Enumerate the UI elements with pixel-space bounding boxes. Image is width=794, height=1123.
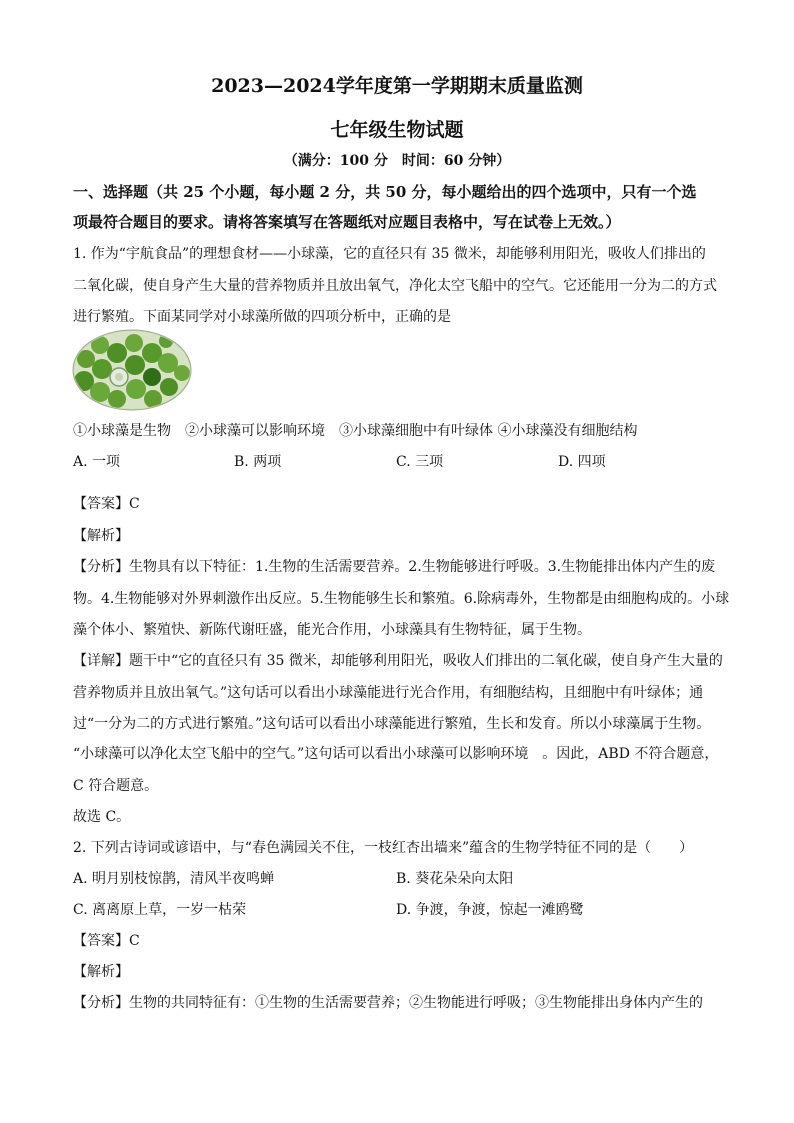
- q1-stem-line-2: 二氧化碳，使自身产生大量的营养物质并且放出氧气，净化太空飞船中的空气。它还能用一分为二的方式: [73, 278, 717, 294]
- q1-option-c: C. 三项: [396, 454, 444, 470]
- q1-option-d: D. 四项: [558, 454, 606, 470]
- q1-detail-line-1: 【详解】题干中“它的直径只有 35 微米，却能够利用阳光，吸收人们排出的二氧化碳，使自身产生大量的: [73, 653, 723, 669]
- q2-option-d: D. 争渡，争渡，惊起一滩鸥鹭: [396, 902, 584, 918]
- q1-option-b: B. 两项: [234, 454, 282, 470]
- q2-analysis-label: 【解析】: [73, 964, 129, 980]
- exam-subtitle: 七年级生物试题: [330, 119, 464, 141]
- q1-analysis-label: 【解析】: [73, 528, 129, 544]
- q2-analysis-line-1: 【分析】生物的共同特征有：①生物的生活需要营养；②生物能进行呼吸；③生物能排出身体内产生的: [73, 995, 703, 1011]
- q2-answer: 【答案】C: [73, 933, 140, 949]
- q1-statements: ①小球藻是生物 ②小球藻可以影响环境 ③小球藻细胞中有叶绿体 ④小球藻没有细胞结构: [73, 423, 638, 439]
- q1-stem-line-3: 进行繁殖。下面某同学对小球藻所做的四项分析中，正确的是: [73, 309, 451, 325]
- q1-detail-line-3: 过“一分为二的方式进行繁殖。”这句话可以看出小球藻能进行繁殖，生长和发育。所以小球藻属于生物。: [73, 716, 711, 732]
- q2-option-a: A. 明月别枝惊鹊，清风半夜鸣蝉: [73, 871, 275, 887]
- chlorella-microscope-image: [72, 329, 192, 411]
- q2-option-b: B. 葵花朵朵向太阳: [396, 871, 514, 887]
- section-heading-line-1: 一、选择题（共 25 个小题，每小题 2 分，共 50 分，每小题给出的四个选项中，只有一个选: [73, 183, 697, 201]
- q1-option-a: A. 一项: [73, 454, 121, 470]
- q1-detail-line-2: 营养物质并且放出氧气。”这句话可以看出小球藻能进行光合作用，有细胞结构，且细胞中有叶绿体；通: [73, 685, 704, 701]
- section-heading-line-2: 项最符合题目的要求。请将答案填写在答题纸对应题目表格中，写在试卷上无效。）: [73, 213, 621, 231]
- q1-analysis-line-2: 物。4.生物能够对外界刺激作出反应。5.生物能够生长和繁殖。6.除病毒外，生物都是由细胞构成的。小球: [73, 591, 730, 607]
- q1-detail-line-5: C 符合题意。: [73, 778, 159, 794]
- exam-meta: （满分：100 分 时间：60 分钟）: [283, 153, 511, 169]
- q1-analysis-line-1: 【分析】生物具有以下特征：1.生物的生活需要营养。2.生物能够进行呼吸。3.生物能排出体内产生的废: [73, 559, 716, 575]
- q1-answer: 【答案】C: [73, 496, 140, 512]
- q2-stem: 2. 下列古诗词或谚语中，与“春色满园关不住，一枝红杏出墙来”蕴含的生物学特征不同的是（ ）: [73, 840, 694, 856]
- q1-detail-line-4: “小球藻可以净化太空飞船中的空气。”这句话可以看出小球藻可以影响环境 。因此，ABD 不符合题意，: [73, 746, 719, 762]
- exam-title: 2023—2024学年度第一学期期末质量监测: [211, 75, 583, 97]
- q2-option-c: C. 离离原上草，一岁一枯荣: [73, 902, 247, 918]
- q1-conclusion: 故选 C。: [73, 809, 131, 825]
- q1-stem-line-1: 1. 作为“宇航食品”的理想食材——小球藻，它的直径只有 35 微米，却能够利用阳光，吸收人们排出的: [73, 246, 706, 262]
- q1-analysis-line-3: 藻个体小、繁殖快、新陈代谢旺盛，能光合作用，小球藻具有生物特征，属于生物。: [73, 622, 591, 638]
